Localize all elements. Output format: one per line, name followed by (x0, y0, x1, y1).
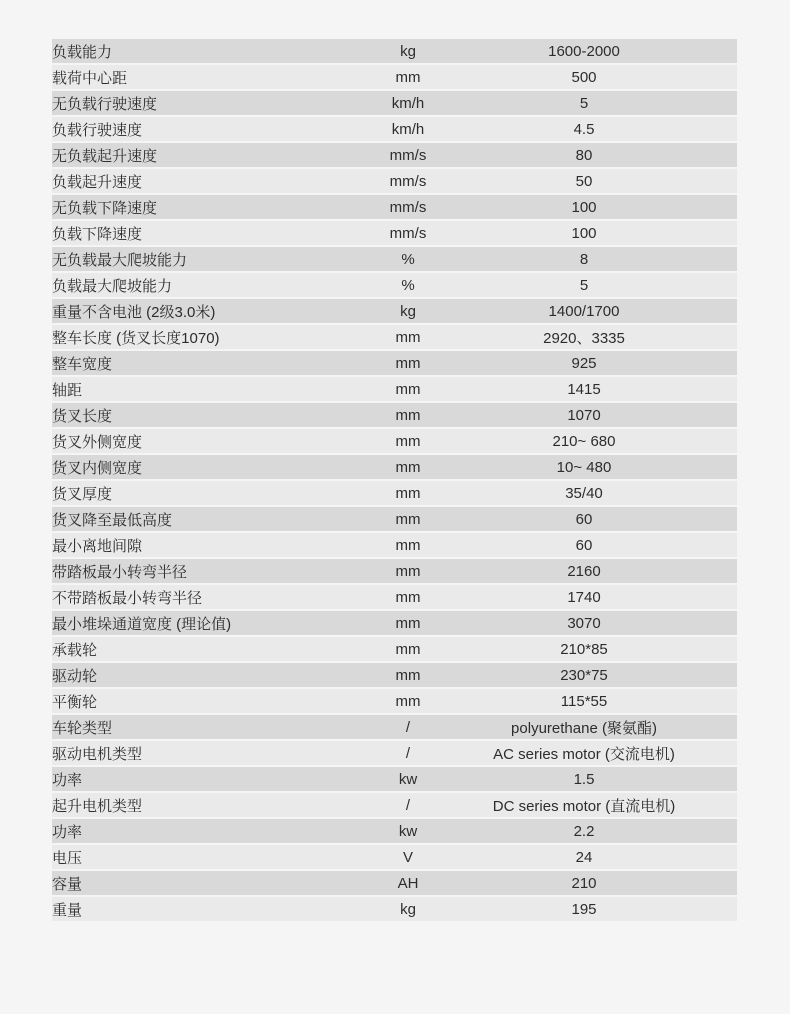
spec-value: 2920、3335 (431, 325, 737, 349)
table-row (52, 65, 737, 89)
spec-unit: / (385, 741, 431, 765)
spec-value: 115*55 (431, 689, 737, 713)
table-row (52, 637, 737, 661)
table-row (52, 715, 737, 739)
spec-parameter-label: 电压 (52, 845, 385, 869)
table-row (52, 247, 737, 271)
table-row (52, 663, 737, 687)
spec-parameter-label: 整车长度 (货叉长度1070) (52, 325, 385, 349)
spec-value: 100 (431, 221, 737, 245)
spec-unit: AH (385, 871, 431, 895)
spec-unit: mm/s (385, 143, 431, 167)
spec-unit: mm (385, 559, 431, 583)
spec-value: 100 (431, 195, 737, 219)
spec-unit: % (385, 273, 431, 297)
specification-table (52, 37, 737, 923)
spec-value: 210~ 680 (431, 429, 737, 453)
spec-value: 195 (431, 897, 737, 921)
table-row (52, 169, 737, 193)
spec-unit: / (385, 793, 431, 817)
spec-value: 1.5 (431, 767, 737, 791)
spec-parameter-label: 负载能力 (52, 39, 385, 63)
spec-parameter-label: 容量 (52, 871, 385, 895)
spec-parameter-label: 整车宽度 (52, 351, 385, 375)
spec-parameter-label: 载荷中心距 (52, 65, 385, 89)
spec-unit: mm (385, 455, 431, 479)
table-row (52, 325, 737, 349)
spec-unit: mm (385, 663, 431, 687)
table-row (52, 689, 737, 713)
spec-unit: mm (385, 637, 431, 661)
spec-value: 210*85 (431, 637, 737, 661)
spec-parameter-label: 驱动电机类型 (52, 741, 385, 765)
table-row (52, 273, 737, 297)
spec-unit: mm (385, 429, 431, 453)
spec-value: 500 (431, 65, 737, 89)
spec-parameter-label: 起升电机类型 (52, 793, 385, 817)
spec-unit: mm (385, 481, 431, 505)
spec-unit: kw (385, 819, 431, 843)
table-row (52, 351, 737, 375)
spec-value: 1415 (431, 377, 737, 401)
spec-unit: kg (385, 39, 431, 63)
table-row (52, 845, 737, 869)
spec-parameter-label: 最小堆垛通道宽度 (理论值) (52, 611, 385, 635)
spec-unit: mm/s (385, 169, 431, 193)
spec-parameter-label: 不带踏板最小转弯半径 (52, 585, 385, 609)
spec-parameter-label: 货叉厚度 (52, 481, 385, 505)
spec-value: 10~ 480 (431, 455, 737, 479)
spec-parameter-label: 负载下降速度 (52, 221, 385, 245)
table-row (52, 533, 737, 557)
spec-value: 925 (431, 351, 737, 375)
spec-parameter-label: 平衡轮 (52, 689, 385, 713)
spec-unit: V (385, 845, 431, 869)
spec-unit: mm (385, 507, 431, 531)
table-row (52, 585, 737, 609)
spec-parameter-label: 重量不含电池 (2级3.0米) (52, 299, 385, 323)
spec-unit: mm (385, 325, 431, 349)
spec-value: 2.2 (431, 819, 737, 843)
spec-value: 1740 (431, 585, 737, 609)
spec-parameter-label: 驱动轮 (52, 663, 385, 687)
spec-unit: mm (385, 351, 431, 375)
spec-parameter-label: 货叉内侧宽度 (52, 455, 385, 479)
spec-parameter-label: 重量 (52, 897, 385, 921)
table-row (52, 897, 737, 921)
spec-unit: mm/s (385, 195, 431, 219)
spec-unit: mm/s (385, 221, 431, 245)
table-row (52, 741, 737, 765)
table-row (52, 793, 737, 817)
spec-unit: mm (385, 585, 431, 609)
spec-parameter-label: 货叉长度 (52, 403, 385, 427)
table-row (52, 559, 737, 583)
spec-unit: mm (385, 533, 431, 557)
spec-value: 4.5 (431, 117, 737, 141)
spec-value: 2160 (431, 559, 737, 583)
table-row (52, 403, 737, 427)
spec-unit: kg (385, 299, 431, 323)
spec-unit: mm (385, 689, 431, 713)
spec-parameter-label: 无负载起升速度 (52, 143, 385, 167)
table-row (52, 195, 737, 219)
spec-unit: % (385, 247, 431, 271)
table-row (52, 39, 737, 63)
spec-value: 1070 (431, 403, 737, 427)
spec-value: 8 (431, 247, 737, 271)
spec-unit: mm (385, 611, 431, 635)
spec-value: 5 (431, 91, 737, 115)
spec-parameter-label: 负载行驶速度 (52, 117, 385, 141)
spec-value: 35/40 (431, 481, 737, 505)
table-row (52, 299, 737, 323)
spec-parameter-label: 车轮类型 (52, 715, 385, 739)
table-row (52, 429, 737, 453)
table-row (52, 117, 737, 141)
spec-value: 80 (431, 143, 737, 167)
spec-parameter-label: 无负载下降速度 (52, 195, 385, 219)
spec-value: 60 (431, 507, 737, 531)
spec-parameter-label: 负载最大爬坡能力 (52, 273, 385, 297)
table-row (52, 377, 737, 401)
table-row (52, 871, 737, 895)
spec-value: 50 (431, 169, 737, 193)
spec-value: 60 (431, 533, 737, 557)
spec-value: 5 (431, 273, 737, 297)
spec-unit: kg (385, 897, 431, 921)
spec-value: polyurethane (聚氨酯) (431, 715, 737, 739)
spec-value: AC series motor (交流电机) (431, 741, 737, 765)
table-row (52, 143, 737, 167)
table-row (52, 507, 737, 531)
table-row (52, 455, 737, 479)
table-row (52, 91, 737, 115)
spec-unit: kw (385, 767, 431, 791)
spec-unit: mm (385, 403, 431, 427)
spec-parameter-label: 最小离地间隙 (52, 533, 385, 557)
table-row (52, 767, 737, 791)
spec-unit: / (385, 715, 431, 739)
spec-unit: km/h (385, 91, 431, 115)
spec-parameter-label: 无负载最大爬坡能力 (52, 247, 385, 271)
spec-parameter-label: 功率 (52, 819, 385, 843)
spec-parameter-label: 承载轮 (52, 637, 385, 661)
spec-parameter-label: 货叉外侧宽度 (52, 429, 385, 453)
spec-parameter-label: 负载起升速度 (52, 169, 385, 193)
spec-unit: mm (385, 377, 431, 401)
spec-value: DC series motor (直流电机) (431, 793, 737, 817)
spec-unit: mm (385, 65, 431, 89)
spec-value: 1400/1700 (431, 299, 737, 323)
spec-unit: km/h (385, 117, 431, 141)
spec-value: 24 (431, 845, 737, 869)
spec-parameter-label: 货叉降至最低高度 (52, 507, 385, 531)
table-row (52, 481, 737, 505)
spec-value: 210 (431, 871, 737, 895)
spec-value: 1600-2000 (431, 39, 737, 63)
spec-parameter-label: 轴距 (52, 377, 385, 401)
spec-value: 3070 (431, 611, 737, 635)
spec-parameter-label: 功率 (52, 767, 385, 791)
spec-parameter-label: 无负载行驶速度 (52, 91, 385, 115)
spec-parameter-label: 带踏板最小转弯半径 (52, 559, 385, 583)
table-row (52, 611, 737, 635)
table-row (52, 819, 737, 843)
spec-value: 230*75 (431, 663, 737, 687)
table-row (52, 221, 737, 245)
